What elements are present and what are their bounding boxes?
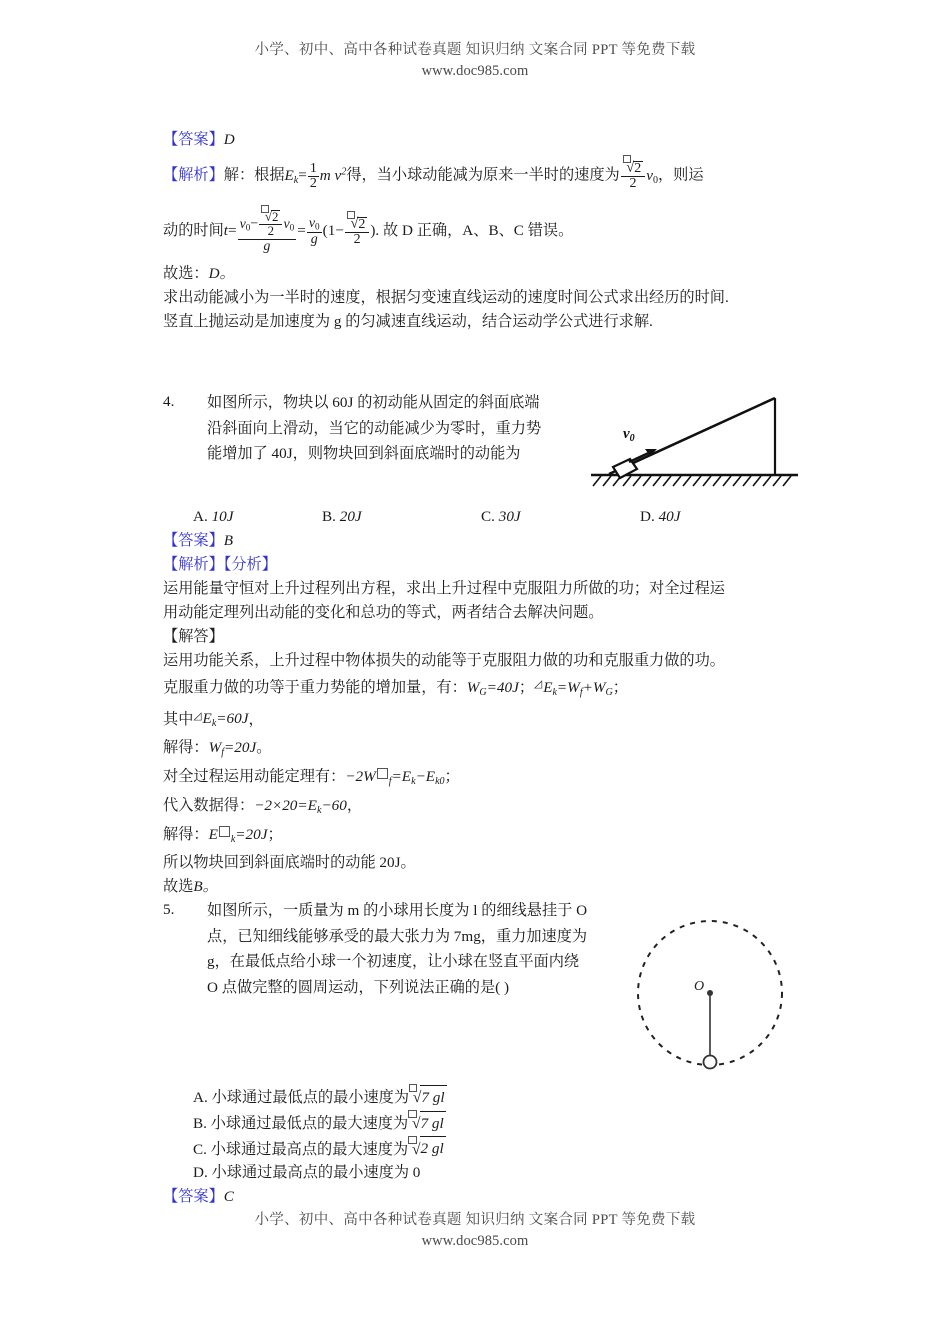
formula-WG: $W_G=40J$: [466, 678, 519, 698]
q3-line1-suffix: ，则运: [657, 166, 704, 184]
q5-choice-d-key: D.: [193, 1164, 208, 1182]
solution-word: 解：: [223, 166, 255, 184]
radical-icon: √7 gl: [409, 1084, 447, 1110]
running-header-line1: 小学、初中、高中各种试卷真题 知识归纳 文案合同 PPT 等免费下载: [254, 42, 696, 58]
fraction-sqrt2-over-2b: $\frac{√2}{2}$: [345, 211, 369, 248]
q5-choice-a-key: A.: [193, 1088, 208, 1106]
delta-icon: ◿: [534, 679, 543, 690]
symbol-mv2: m $v^2$: [319, 166, 347, 184]
missing-glyph-box: [377, 768, 388, 779]
formula-Wf-20: $W_f=20J$: [208, 739, 257, 758]
q5-answer-line: [163, 1185, 799, 1209]
q5-choice-d[interactable]: [163, 1161, 799, 1185]
q5-choice-d-text: 小球通过最高点的最小速度为 0: [211, 1164, 421, 1182]
q5-choice-b-text: 小球通过最低点的最大速度为: [210, 1114, 409, 1132]
q4-choices: [163, 505, 799, 529]
q4-solve-line2: 克服重力做的功等于重力势能的增加量，有：$W_G=40J$；$◿E_k=W_f+W_G$；: [163, 673, 799, 705]
q5-choice-a-text: 小球通过最低点的最小速度为: [211, 1088, 409, 1106]
q4-choose-line: [163, 875, 799, 899]
choose-word2: 故选: [163, 878, 194, 896]
answer-tag: 【答案】: [163, 131, 224, 148]
q4-choice-b-key: B.: [322, 508, 336, 525]
q4-choice-c-value: 30J: [498, 508, 521, 525]
q4-solve-line7: 解得：E $_k$=20J；: [163, 825, 283, 845]
formula-energy-theorem: −2W $_f=E_k-E_{k0}$: [345, 767, 445, 787]
q4-solve-line5: 对全过程运用动能定理有：−2W $_f=E_k-E_{k0}$；: [163, 767, 460, 787]
q5-choice-c-radicand: 2 gl: [420, 1140, 444, 1158]
q4-solve-line5-prefix: 对全过程运用动能定理有：: [163, 767, 346, 785]
q4-choice-c[interactable]: [481, 505, 640, 529]
q4-stem-line3: 能增加了 40J，则物块回到斜面底端时的动能为: [207, 445, 521, 462]
formula-Ek-result: E $_k$=20J: [208, 825, 268, 845]
q5-stem-line1: 如图所示，一质量为 m 的小球用长度为 l 的细线悬挂于 O: [207, 902, 588, 919]
q3-chosen: D。: [208, 265, 235, 283]
radical-icon: √2 gl: [408, 1136, 446, 1162]
q3-answer-value: D: [223, 131, 235, 148]
q3-note2: 竖直上抛运动是加速度为 g 的匀减速直线运动，结合运动学公式进行求解.: [163, 313, 653, 331]
q4-analysis-line2: 用动能定理列出动能的变化和总功的等式，两者结合去解决问题。: [163, 604, 604, 621]
q4-choice-d[interactable]: [640, 505, 799, 529]
q4-stem-line2: 沿斜面向上滑动，当它的动能减少为零时，重力势: [207, 419, 542, 437]
q4-solve-line2-prefix: 克服重力做的功等于重力势能的增加量，有：: [163, 678, 467, 696]
q3-line2-suffix: 故 D 正确，A、B、C 错误。: [383, 222, 574, 240]
radical-icon: √7 gl: [408, 1110, 446, 1136]
ball-at-lowest-point: [704, 1056, 717, 1069]
vertical-circle-figure: [625, 910, 795, 1075]
q3-choose-line: [163, 262, 799, 286]
running-header: [0, 40, 950, 82]
question-5: [163, 898, 603, 1000]
q4-answer-line: [163, 529, 799, 553]
delta-icon: ◿: [193, 710, 202, 722]
choose-word: 故选：: [163, 265, 209, 283]
q5-stem: [207, 898, 603, 1000]
formula-deltaEk: $E_k=W_f+W_G$: [543, 678, 613, 698]
running-footer: [0, 1210, 950, 1252]
fraction-v0-over-g: $\frac{v0}{g}$: [308, 215, 320, 248]
q4-choices-and-solution: [163, 505, 799, 899]
q3-line2-prefix: 动的时间: [163, 222, 224, 240]
q5-number: 5.: [163, 901, 175, 918]
q4-stem-line1: 如图所示，物块以 60J 的初动能从固定的斜面底端: [207, 394, 540, 411]
running-header-line2: www.doc985.com: [421, 63, 529, 80]
q4-choice-d-key: D.: [640, 508, 655, 525]
q4-solve-line4-prefix: 解得：: [163, 739, 209, 757]
answer-tag: 【答案】: [163, 532, 224, 549]
q4-choice-b[interactable]: [322, 505, 481, 529]
symbol-v0: v0: [646, 166, 658, 186]
q3-explain-line1: 【解析】解：根据$E_k=$ $\frac{1}{2}$ m $v^2$得，当小球动能减为原来一半时的速度为 $\frac{√2}{2}$ v0，则运: [163, 152, 799, 200]
velocity-label: $v_0$: [623, 426, 635, 444]
q4-solve-line7-prefix: 解得：: [163, 825, 209, 843]
symbol-Ek: $E_k$: [284, 166, 299, 186]
q4-number: 4.: [163, 393, 175, 410]
q4-choice-a-value: 10J: [211, 508, 234, 525]
formula-Ek-60: $E_k=60J$: [202, 710, 249, 730]
formula-substitute: $-2\times 20=E_k-60$: [254, 796, 347, 816]
analysis-tag: 【分析】: [223, 556, 277, 573]
radical-icon: √2: [623, 155, 643, 176]
q4-chosen: B。: [193, 878, 218, 896]
q5-choice-a[interactable]: [163, 1084, 799, 1110]
q5-stem-line3: g，在最低点给小球一个初速度，让小球在竖直平面内绕: [207, 953, 580, 970]
q3-note1: 求出动能减小为一半时的速度，根据匀变速直线运动的速度时间公式求出经历的时间.: [163, 289, 729, 307]
q3-line1-mid: 得，当小球动能减为原来一半时的速度为: [346, 166, 620, 184]
pivot-point-O: [707, 990, 713, 996]
running-footer-line1: 小学、初中、高中各种试卷真题 知识归纳 文案合同 PPT 等免费下载: [254, 1212, 696, 1228]
q5-choices-and-answer: [163, 1084, 799, 1209]
q5-choice-a-radicand: 7 gl: [421, 1088, 445, 1106]
inclined-plane-svg: [583, 390, 803, 490]
q4-solve-line1: 运用功能关系，上升过程中物体损失的动能等于克服阻力做的功和克服重力做的功。: [163, 652, 725, 669]
q4-stem: [207, 390, 583, 467]
q5-stem-line4: O 点做完整的圆周运动，下列说法正确的是( ): [207, 978, 510, 996]
q4-choice-a[interactable]: [163, 505, 322, 529]
q5-choice-c-text: 小球通过最高点的最大速度为: [210, 1140, 409, 1158]
fraction-time-formula: v0− $\frac{√2}{2}$ v0 g: [238, 205, 297, 254]
q4-choice-d-value: 40J: [658, 508, 681, 525]
missing-glyph-box: [219, 826, 230, 837]
fraction-sqrt2-over-2: $\frac{√2}{2}$: [621, 155, 645, 192]
q4-choice-a-key: A.: [193, 508, 208, 525]
inclined-plane-figure: [583, 390, 803, 490]
q4-solve-tag: 【解答】: [163, 628, 224, 645]
explain-tag: 【解析】: [163, 556, 224, 573]
q5-choice-c[interactable]: [163, 1136, 799, 1162]
q4-analysis-line1: 运用能量守恒对上升过程列出方程，求出上升过程中克服阻力所做的功；对全过程运: [163, 580, 725, 597]
q4-solve-line3: 其中$◿E_k=60J$，: [163, 705, 799, 737]
point-O-label: O: [694, 979, 705, 994]
q3-explain-line2: 动的时间t= v0− $\frac{√2}{2}$ v0 g = $\frac{v0}{g}$ (1− $\frac{√2}{2}$ ). 故 D 正确，A、B、C 错误。: [163, 200, 799, 262]
running-footer-line2: www.doc985.com: [421, 1233, 529, 1250]
q5-choice-c-key: C.: [193, 1140, 207, 1158]
q4-solve-line8: 所以物块回到斜面底端时的动能 20J。: [163, 854, 416, 872]
fraction-one-half: $\frac{1}{2}$: [309, 160, 317, 192]
q3-explanation-block: [163, 128, 799, 334]
q4-solve-line6: 代入数据得：$-2\times 20=E_k-60$，: [163, 796, 363, 816]
question-4: [163, 390, 583, 467]
q4-explain-header: [163, 553, 799, 577]
q4-solve-line4: 解得：$W_f=20J$。: [163, 739, 272, 758]
q5-stem-line2: 点，已知细线能够承受的最大张力为 7mg，重力加速度为: [207, 927, 588, 945]
explain-tag: 【解析】: [163, 166, 224, 184]
q4-choice-b-value: 20J: [339, 508, 362, 525]
q5-choice-b[interactable]: [163, 1110, 799, 1136]
q4-solve-line3-prefix: 其中: [163, 710, 194, 728]
q5-choice-b-radicand: 7 gl: [420, 1114, 444, 1132]
q3-line1-prefix: 根据: [254, 166, 285, 184]
q4-answer-value: B: [223, 532, 234, 549]
answer-tag: 【答案】: [163, 1188, 224, 1206]
q3-answer-line: [163, 128, 799, 152]
q5-choice-b-key: B.: [193, 1114, 207, 1132]
vertical-circle-svg: [625, 910, 795, 1075]
q5-answer-value: C: [223, 1188, 234, 1206]
q4-choice-c-key: C.: [481, 508, 495, 525]
q4-solve-line6-prefix: 代入数据得：: [163, 796, 255, 814]
